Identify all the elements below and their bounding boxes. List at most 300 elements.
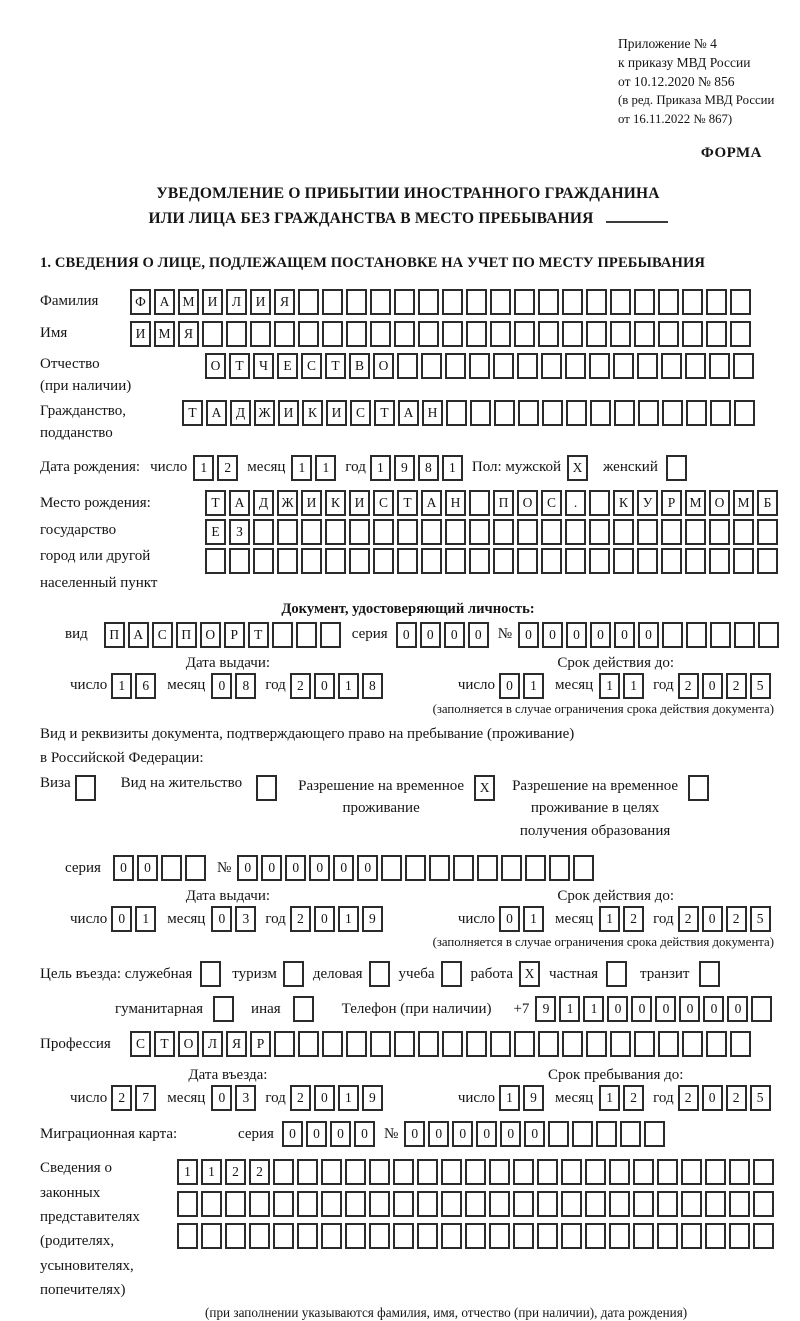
cell-box[interactable]: [513, 1159, 534, 1185]
cell-box[interactable]: Е: [277, 353, 298, 379]
cell-box[interactable]: [613, 353, 634, 379]
cell-box[interactable]: 1: [338, 906, 359, 932]
cell-box[interactable]: 0: [655, 996, 676, 1022]
cell-box[interactable]: [321, 1191, 342, 1217]
passport-series-boxes[interactable]: [396, 622, 492, 648]
cell-box[interactable]: Н: [445, 490, 466, 516]
stay-issue-month-boxes[interactable]: [211, 906, 259, 932]
cell-box[interactable]: П: [493, 490, 514, 516]
cell-box[interactable]: [446, 400, 467, 426]
cell-box[interactable]: [730, 1031, 751, 1057]
stay-until-year-boxes[interactable]: [678, 1085, 774, 1111]
cell-box[interactable]: 0: [111, 906, 132, 932]
cell-box[interactable]: [634, 1031, 655, 1057]
cell-box[interactable]: 0: [679, 996, 700, 1022]
cell-box[interactable]: [572, 1121, 593, 1147]
entry-month-boxes[interactable]: [211, 1085, 259, 1111]
cell-box[interactable]: [644, 1121, 665, 1147]
cell-box[interactable]: 1: [338, 1085, 359, 1111]
cell-box[interactable]: [562, 289, 583, 315]
cell-box[interactable]: Я: [274, 289, 295, 315]
cell-box[interactable]: [681, 1191, 702, 1217]
cell-box[interactable]: [710, 622, 731, 648]
cell-box[interactable]: [418, 321, 439, 347]
cell-box[interactable]: 8: [235, 673, 256, 699]
cell-box[interactable]: [561, 1191, 582, 1217]
cell-box[interactable]: [225, 1191, 246, 1217]
cell-box[interactable]: [517, 353, 538, 379]
cell-box[interactable]: [637, 519, 658, 545]
cell-box[interactable]: 0: [702, 673, 723, 699]
passport-issue-year-boxes[interactable]: [290, 673, 386, 699]
cell-box[interactable]: И: [349, 490, 370, 516]
citizenship-boxes[interactable]: [182, 400, 758, 426]
cell-box[interactable]: Л: [226, 289, 247, 315]
cell-box[interactable]: [325, 548, 346, 574]
purpose-business-checkbox[interactable]: [369, 961, 393, 987]
cell-box[interactable]: [537, 1223, 558, 1249]
cell-box[interactable]: [393, 1191, 414, 1217]
cell-box[interactable]: [758, 622, 779, 648]
surname-boxes[interactable]: [130, 289, 754, 315]
cell-box[interactable]: [514, 289, 535, 315]
cell-box[interactable]: [393, 1223, 414, 1249]
cell-box[interactable]: [751, 996, 772, 1022]
cell-box[interactable]: 2: [726, 1085, 747, 1111]
cell-box[interactable]: [274, 1031, 295, 1057]
cell-box[interactable]: [657, 1159, 678, 1185]
cell-box[interactable]: 1: [499, 1085, 520, 1111]
cell-box[interactable]: [686, 622, 707, 648]
cell-box[interactable]: 5: [750, 673, 771, 699]
cell-box[interactable]: [301, 519, 322, 545]
cell-box[interactable]: [585, 1191, 606, 1217]
cell-box[interactable]: [277, 548, 298, 574]
cell-box[interactable]: К: [613, 490, 634, 516]
stay-issue-day-boxes[interactable]: [111, 906, 159, 932]
cell-box[interactable]: 1: [315, 455, 336, 481]
cell-box[interactable]: Ч: [253, 353, 274, 379]
temp-residence-checkbox[interactable]: [474, 775, 498, 801]
cell-box[interactable]: [469, 353, 490, 379]
cell-box[interactable]: 8: [362, 673, 383, 699]
cell-box[interactable]: 0: [607, 996, 628, 1022]
cell-box[interactable]: [681, 1223, 702, 1249]
cell-box[interactable]: 0: [638, 622, 659, 648]
cell-box[interactable]: [614, 400, 635, 426]
cell-box[interactable]: [493, 519, 514, 545]
cell-box[interactable]: [297, 1223, 318, 1249]
cell-box[interactable]: 0: [518, 622, 539, 648]
cell-box[interactable]: 0: [211, 673, 232, 699]
cell-box[interactable]: [256, 775, 277, 801]
cell-box[interactable]: [370, 1031, 391, 1057]
cell-box[interactable]: 1: [201, 1159, 222, 1185]
cell-box[interactable]: [253, 548, 274, 574]
cell-box[interactable]: [586, 1031, 607, 1057]
cell-box[interactable]: [633, 1223, 654, 1249]
cell-box[interactable]: [293, 996, 314, 1022]
cell-box[interactable]: 1: [523, 906, 544, 932]
cell-box[interactable]: [734, 400, 755, 426]
cell-box[interactable]: 0: [314, 906, 335, 932]
cell-box[interactable]: [325, 519, 346, 545]
female-checkbox[interactable]: [666, 455, 690, 481]
cell-box[interactable]: [322, 1031, 343, 1057]
cell-box[interactable]: 6: [135, 673, 156, 699]
cell-box[interactable]: [541, 519, 562, 545]
cell-box[interactable]: [586, 321, 607, 347]
cell-box[interactable]: [514, 1031, 535, 1057]
cell-box[interactable]: [709, 548, 730, 574]
purpose-study-checkbox[interactable]: [441, 961, 465, 987]
passport-number-boxes[interactable]: [518, 622, 782, 648]
cell-box[interactable]: [562, 1031, 583, 1057]
cell-box[interactable]: [489, 1223, 510, 1249]
cell-box[interactable]: [513, 1191, 534, 1217]
cell-box[interactable]: 2: [623, 1085, 644, 1111]
cell-box[interactable]: 1: [599, 1085, 620, 1111]
cell-box[interactable]: [466, 1031, 487, 1057]
cell-box[interactable]: [370, 321, 391, 347]
cell-box[interactable]: [418, 1031, 439, 1057]
cell-box[interactable]: [662, 622, 683, 648]
cell-box[interactable]: [226, 321, 247, 347]
cell-box[interactable]: Т: [154, 1031, 175, 1057]
cell-box[interactable]: [585, 1223, 606, 1249]
cell-box[interactable]: 1: [177, 1159, 198, 1185]
cell-box[interactable]: 2: [623, 906, 644, 932]
cell-box[interactable]: В: [349, 353, 370, 379]
cell-box[interactable]: Ж: [254, 400, 275, 426]
cell-box[interactable]: 2: [678, 906, 699, 932]
cell-box[interactable]: 1: [583, 996, 604, 1022]
cell-box[interactable]: [442, 321, 463, 347]
cell-box[interactable]: [493, 548, 514, 574]
doc-type-boxes[interactable]: [104, 622, 344, 648]
cell-box[interactable]: 1: [599, 906, 620, 932]
cell-box[interactable]: А: [154, 289, 175, 315]
cell-box[interactable]: [417, 1159, 438, 1185]
cell-box[interactable]: [542, 400, 563, 426]
cell-box[interactable]: О: [517, 490, 538, 516]
cell-box[interactable]: [249, 1191, 270, 1217]
cell-box[interactable]: [634, 321, 655, 347]
name-boxes[interactable]: [130, 321, 754, 347]
cell-box[interactable]: М: [685, 490, 706, 516]
cell-box[interactable]: 0: [137, 855, 158, 881]
cell-box[interactable]: Т: [397, 490, 418, 516]
cell-box[interactable]: [606, 961, 627, 987]
cell-box[interactable]: 2: [290, 673, 311, 699]
cell-box[interactable]: 0: [702, 1085, 723, 1111]
cell-box[interactable]: [490, 289, 511, 315]
cell-box[interactable]: [418, 289, 439, 315]
cell-box[interactable]: 8: [418, 455, 439, 481]
cell-box[interactable]: С: [350, 400, 371, 426]
legal-reps-row1-boxes[interactable]: [177, 1159, 777, 1185]
cell-box[interactable]: О: [200, 622, 221, 648]
stay-series-boxes[interactable]: [113, 855, 209, 881]
cell-box[interactable]: [666, 455, 687, 481]
cell-box[interactable]: Е: [205, 519, 226, 545]
cell-box[interactable]: Т: [205, 490, 226, 516]
cell-box[interactable]: [322, 289, 343, 315]
cell-box[interactable]: А: [229, 490, 250, 516]
cell-box[interactable]: [445, 519, 466, 545]
cell-box[interactable]: [249, 1223, 270, 1249]
cell-box[interactable]: [274, 321, 295, 347]
cell-box[interactable]: А: [128, 622, 149, 648]
cell-box[interactable]: [609, 1159, 630, 1185]
cell-box[interactable]: [620, 1121, 641, 1147]
cell-box[interactable]: К: [302, 400, 323, 426]
purpose-work-checkbox[interactable]: [519, 961, 543, 987]
cell-box[interactable]: 0: [261, 855, 282, 881]
cell-box[interactable]: 0: [420, 622, 441, 648]
cell-box[interactable]: [250, 321, 271, 347]
cell-box[interactable]: И: [130, 321, 151, 347]
cell-box[interactable]: [561, 1223, 582, 1249]
stay-valid-year-boxes[interactable]: [678, 906, 774, 932]
cell-box[interactable]: [682, 289, 703, 315]
cell-box[interactable]: 0: [211, 906, 232, 932]
birth-day-boxes[interactable]: [193, 455, 241, 481]
cell-box[interactable]: 0: [330, 1121, 351, 1147]
cell-box[interactable]: [589, 490, 610, 516]
cell-box[interactable]: 0: [333, 855, 354, 881]
phone-boxes[interactable]: [535, 996, 775, 1022]
cell-box[interactable]: Я: [226, 1031, 247, 1057]
residence-permit-checkbox[interactable]: [256, 775, 280, 801]
cell-box[interactable]: [297, 1191, 318, 1217]
cell-box[interactable]: О: [205, 353, 226, 379]
cell-box[interactable]: [381, 855, 402, 881]
cell-box[interactable]: [733, 353, 754, 379]
cell-box[interactable]: [253, 519, 274, 545]
cell-box[interactable]: О: [709, 490, 730, 516]
cell-box[interactable]: [369, 1159, 390, 1185]
cell-box[interactable]: [477, 855, 498, 881]
cell-box[interactable]: [561, 1159, 582, 1185]
cell-box[interactable]: Р: [661, 490, 682, 516]
cell-box[interactable]: 2: [290, 906, 311, 932]
cell-box[interactable]: 0: [357, 855, 378, 881]
cell-box[interactable]: Д: [253, 490, 274, 516]
cell-box[interactable]: [661, 353, 682, 379]
stay-valid-month-boxes[interactable]: [599, 906, 647, 932]
cell-box[interactable]: 2: [111, 1085, 132, 1111]
legal-reps-row2-boxes[interactable]: [177, 1191, 777, 1217]
cell-box[interactable]: 9: [362, 1085, 383, 1111]
cell-box[interactable]: [397, 519, 418, 545]
cell-box[interactable]: 1: [442, 455, 463, 481]
cell-box[interactable]: [590, 400, 611, 426]
cell-box[interactable]: [657, 1223, 678, 1249]
cell-box[interactable]: [369, 1223, 390, 1249]
cell-box[interactable]: 0: [211, 1085, 232, 1111]
cell-box[interactable]: С: [130, 1031, 151, 1057]
cell-box[interactable]: [753, 1191, 774, 1217]
cell-box[interactable]: [470, 400, 491, 426]
cell-box[interactable]: [373, 548, 394, 574]
cell-box[interactable]: Б: [757, 490, 778, 516]
cell-box[interactable]: [637, 353, 658, 379]
passport-valid-year-boxes[interactable]: [678, 673, 774, 699]
cell-box[interactable]: [596, 1121, 617, 1147]
cell-box[interactable]: [369, 961, 390, 987]
cell-box[interactable]: 0: [703, 996, 724, 1022]
cell-box[interactable]: 0: [614, 622, 635, 648]
cell-box[interactable]: [445, 548, 466, 574]
cell-box[interactable]: [277, 519, 298, 545]
cell-box[interactable]: [301, 548, 322, 574]
cell-box[interactable]: [661, 548, 682, 574]
cell-box[interactable]: [710, 400, 731, 426]
cell-box[interactable]: [537, 1159, 558, 1185]
stay-number-boxes[interactable]: [237, 855, 597, 881]
cell-box[interactable]: 2: [726, 906, 747, 932]
cell-box[interactable]: [489, 1159, 510, 1185]
cell-box[interactable]: [161, 855, 182, 881]
cell-box[interactable]: X: [567, 455, 588, 481]
cell-box[interactable]: [517, 519, 538, 545]
cell-box[interactable]: [185, 855, 206, 881]
cell-box[interactable]: [393, 1159, 414, 1185]
cell-box[interactable]: [541, 353, 562, 379]
purpose-other-checkbox[interactable]: [293, 996, 317, 1022]
cell-box[interactable]: 0: [396, 622, 417, 648]
cell-box[interactable]: [346, 321, 367, 347]
patronymic-boxes[interactable]: [205, 353, 757, 379]
cell-box[interactable]: С: [373, 490, 394, 516]
cell-box[interactable]: 0: [285, 855, 306, 881]
cell-box[interactable]: П: [104, 622, 125, 648]
cell-box[interactable]: 1: [559, 996, 580, 1022]
cell-box[interactable]: [349, 519, 370, 545]
cell-box[interactable]: [501, 855, 522, 881]
cell-box[interactable]: 0: [499, 673, 520, 699]
cell-box[interactable]: [321, 1223, 342, 1249]
cell-box[interactable]: [465, 1159, 486, 1185]
cell-box[interactable]: [589, 353, 610, 379]
cell-box[interactable]: 5: [750, 906, 771, 932]
cell-box[interactable]: [709, 353, 730, 379]
cell-box[interactable]: X: [474, 775, 495, 801]
cell-box[interactable]: [517, 548, 538, 574]
cell-box[interactable]: [205, 548, 226, 574]
passport-issue-day-boxes[interactable]: [111, 673, 159, 699]
cell-box[interactable]: И: [278, 400, 299, 426]
cell-box[interactable]: [273, 1223, 294, 1249]
cell-box[interactable]: [633, 1159, 654, 1185]
cell-box[interactable]: 0: [113, 855, 134, 881]
cell-box[interactable]: [469, 519, 490, 545]
cell-box[interactable]: 1: [111, 673, 132, 699]
cell-box[interactable]: [613, 519, 634, 545]
cell-box[interactable]: [613, 548, 634, 574]
cell-box[interactable]: Л: [202, 1031, 223, 1057]
cell-box[interactable]: [685, 548, 706, 574]
birth-month-boxes[interactable]: [291, 455, 339, 481]
cell-box[interactable]: А: [206, 400, 227, 426]
cell-box[interactable]: 1: [523, 673, 544, 699]
visa-checkbox[interactable]: [75, 775, 99, 801]
entry-day-boxes[interactable]: [111, 1085, 159, 1111]
cell-box[interactable]: [445, 353, 466, 379]
cell-box[interactable]: [685, 353, 706, 379]
cell-box[interactable]: 0: [499, 906, 520, 932]
cell-box[interactable]: 2: [217, 455, 238, 481]
cell-box[interactable]: 3: [235, 1085, 256, 1111]
cell-box[interactable]: 7: [135, 1085, 156, 1111]
cell-box[interactable]: [453, 855, 474, 881]
cell-box[interactable]: Я: [178, 321, 199, 347]
cell-box[interactable]: Р: [250, 1031, 271, 1057]
cell-box[interactable]: 2: [290, 1085, 311, 1111]
purpose-transit-checkbox[interactable]: [699, 961, 723, 987]
cell-box[interactable]: [730, 321, 751, 347]
birth-year-boxes[interactable]: [370, 455, 466, 481]
cell-box[interactable]: [514, 321, 535, 347]
cell-box[interactable]: [548, 1121, 569, 1147]
cell-box[interactable]: [490, 1031, 511, 1057]
cell-box[interactable]: М: [178, 289, 199, 315]
cell-box[interactable]: [394, 1031, 415, 1057]
cell-box[interactable]: [658, 289, 679, 315]
cell-box[interactable]: [706, 1031, 727, 1057]
cell-box[interactable]: [757, 548, 778, 574]
cell-box[interactable]: [272, 622, 293, 648]
cell-box[interactable]: [705, 1191, 726, 1217]
cell-box[interactable]: Т: [229, 353, 250, 379]
stay-valid-day-boxes[interactable]: [499, 906, 547, 932]
cell-box[interactable]: [538, 321, 559, 347]
cell-box[interactable]: [469, 548, 490, 574]
cell-box[interactable]: М: [154, 321, 175, 347]
cell-box[interactable]: [490, 321, 511, 347]
cell-box[interactable]: О: [373, 353, 394, 379]
cell-box[interactable]: [685, 519, 706, 545]
cell-box[interactable]: О: [178, 1031, 199, 1057]
cell-box[interactable]: [273, 1191, 294, 1217]
cell-box[interactable]: [549, 855, 570, 881]
cell-box[interactable]: [370, 289, 391, 315]
cell-box[interactable]: [538, 1031, 559, 1057]
cell-box[interactable]: [417, 1191, 438, 1217]
cell-box[interactable]: С: [152, 622, 173, 648]
purpose-private-checkbox[interactable]: [606, 961, 630, 987]
profession-boxes[interactable]: [130, 1031, 754, 1057]
cell-box[interactable]: 0: [306, 1121, 327, 1147]
cell-box[interactable]: [421, 519, 442, 545]
birth-place-row2-boxes[interactable]: [205, 519, 781, 545]
cell-box[interactable]: 9: [362, 906, 383, 932]
cell-box[interactable]: [177, 1191, 198, 1217]
cell-box[interactable]: [589, 548, 610, 574]
cell-box[interactable]: [298, 321, 319, 347]
cell-box[interactable]: 0: [468, 622, 489, 648]
cell-box[interactable]: 9: [535, 996, 556, 1022]
cell-box[interactable]: Н: [422, 400, 443, 426]
cell-box[interactable]: [441, 1223, 462, 1249]
cell-box[interactable]: Т: [182, 400, 203, 426]
cell-box[interactable]: 9: [394, 455, 415, 481]
purpose-service-checkbox[interactable]: [200, 961, 224, 987]
birth-place-row1-boxes[interactable]: [205, 490, 781, 516]
cell-box[interactable]: [369, 1191, 390, 1217]
cell-box[interactable]: [441, 1191, 462, 1217]
